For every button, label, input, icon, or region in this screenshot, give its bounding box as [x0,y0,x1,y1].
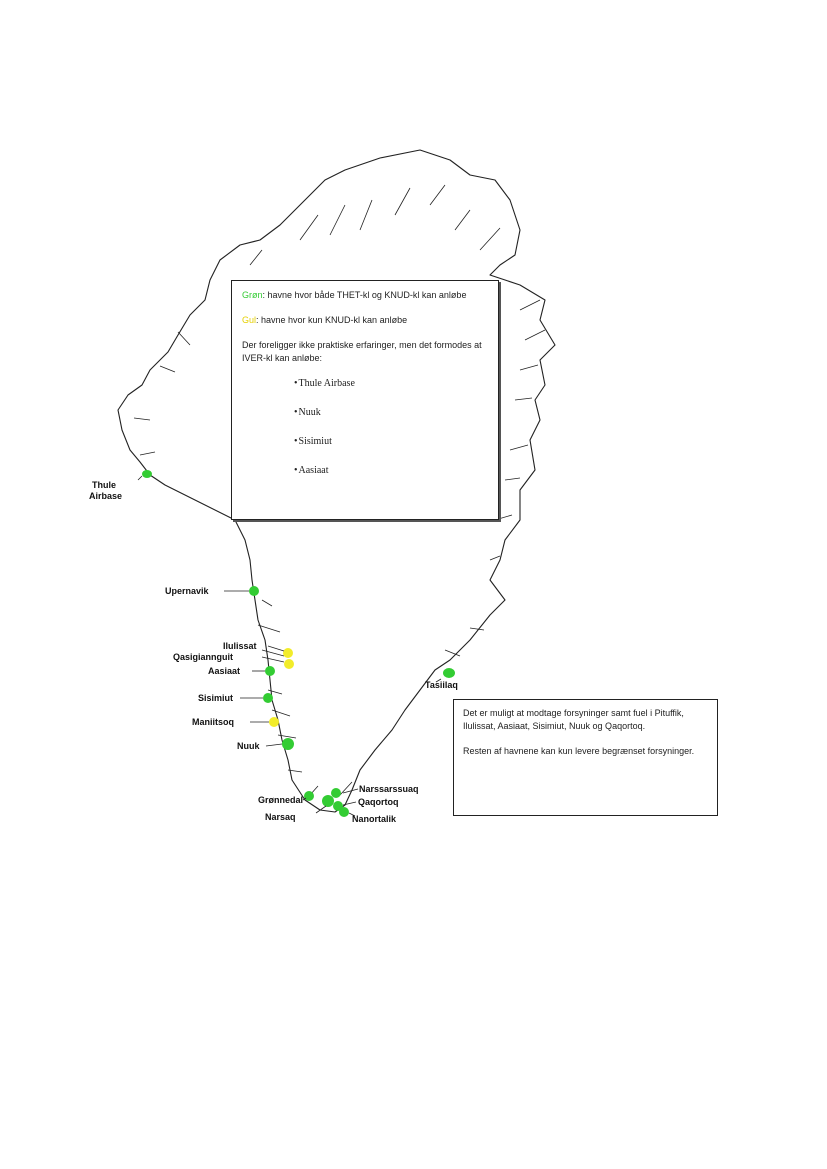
legend-green-entry [242,289,488,302]
label-aasiaat: Aasiaat [208,666,241,676]
iver-port-item: • Nuuk [294,406,488,435]
label-qaqortoq: Qaqortoq [358,797,399,807]
port-marker-nuuk [282,738,294,750]
port-marker-aasiaat [265,666,275,676]
port-marker-narsaq [322,795,334,807]
port-marker-tasiilaq [443,668,455,678]
port-marker-qasigiannguit [284,659,294,669]
legend-box [231,280,499,520]
supply-note-paragraph-1: Det er muligt at modtage forsyninger samt fuel i Pituffik, Ilulissat, Aasiaat, Sisimiut, Nuuk og Qaqortoq. [463,708,684,731]
label-narssarssuaq: Narssarssuaq [359,784,419,794]
label-tasiilaq: Tasiilaq [425,680,458,690]
label-sisimiut: Sisimiut [198,693,234,703]
label-ilulissat: Ilulissat [223,641,257,651]
legend-iver-text: Der foreligger ikke praktiske erfaringer, men det formodes at IVER-kl kan anløbe: [242,340,482,363]
legend-green-text: : havne hvor både THET-kl og KNUD-kl kan anløbe [262,290,467,300]
label-qasigiannguit: Qasigiannguit [173,652,234,662]
supply-note-paragraph-2: Resten af havnene kan kun levere begrænset forsyninger. [463,746,695,756]
port-marker-gronnedal [304,791,314,801]
legend-yellow-text: : havne hvor kun KNUD-kl kan anløbe [256,315,408,325]
label-narsaq: Narsaq [265,812,296,822]
port-marker-nanortalik [339,807,349,817]
label-thule: Thule [92,480,116,490]
legend-yellow-word: Gul [242,315,257,325]
port-marker-narssarssuaq [331,788,341,798]
label-gronnedal: Grønnedal [258,795,304,805]
legend-green-word: Grøn [242,290,263,300]
port-marker-maniitsoq [269,717,279,727]
iver-port-item: • Thule Airbase [294,377,488,406]
label-maniitsoq: Maniitsoq [192,717,234,727]
legend-yellow-entry [242,314,488,327]
port-marker-sisimiut [263,693,273,703]
iver-port-item: • Aasiaat [294,464,488,493]
port-marker-thule [142,470,152,478]
port-marker-upernavik [249,586,259,596]
iver-port-list [242,377,488,493]
port-marker-ilulissat [283,648,293,658]
label-nuuk: Nuuk [237,741,260,751]
supply-note-box [453,699,718,816]
iver-port-item: • Sisimiut [294,435,488,464]
label-nanortalik: Nanortalik [352,814,397,824]
label-thule-airbase: Airbase [89,491,123,501]
label-upernavik: Upernavik [165,586,209,596]
